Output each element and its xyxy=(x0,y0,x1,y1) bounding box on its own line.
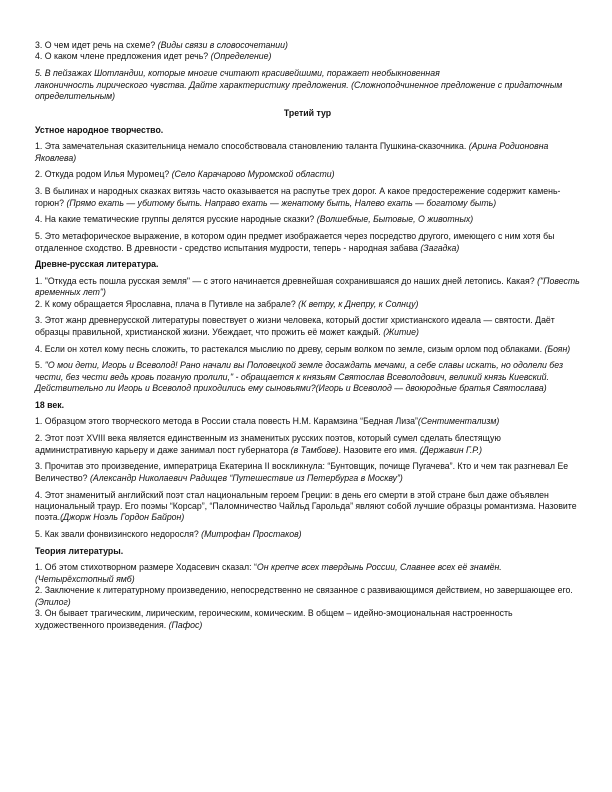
document-page xyxy=(35,40,580,636)
question-text: 4. Если он хотел кому песнь сложить, то растекался мыслию по древу, серым волком по земле, сизым орлом под облаками. xyxy=(35,343,545,354)
answer-text: (Сложноподчиненное предложение с придаточным определительным) xyxy=(35,79,563,102)
question-item xyxy=(35,344,580,355)
question-top-4 xyxy=(35,51,580,62)
question-text: 5. Как звали фонвизинского недоросля? xyxy=(35,529,202,540)
question-item xyxy=(35,214,580,225)
answer-text: Он крепче всех твердынь России, Славнее всех её знамён. (Четырёхстопный ямб) xyxy=(35,562,502,584)
answer-text: (Волшебные, Бытовые, О животных) xyxy=(316,214,474,225)
answer-text: (Арина Родионовна Яковлева) xyxy=(35,141,549,163)
question-item xyxy=(35,141,580,164)
answer-text: (Сентиментализм) xyxy=(417,416,500,427)
question-item xyxy=(35,299,580,310)
question-item xyxy=(35,433,580,456)
answer-text: (Державин Г.Р.) xyxy=(419,444,483,455)
question-item xyxy=(35,461,580,484)
question-text: 5. xyxy=(35,360,45,371)
answer-text: (К ветру, к Днепру, к Солнцу) xyxy=(298,298,419,309)
answer-text: (Джорж Ноэль Гордон Байрон) xyxy=(60,512,185,523)
question-item xyxy=(35,562,580,585)
question-text: 1. Эта замечательная сказительница немало способствовала становлению таланта Пушкина-сказочника. xyxy=(35,141,469,152)
section-title: Теория литературы. xyxy=(35,546,124,557)
question-item xyxy=(35,585,580,608)
answer-text: (в Тамбове) xyxy=(290,444,339,455)
question-text: 2. Этот поэт XVIII века является единственным из знаменитых русских поэтов, который сумел сделать блестящую административную карьеру и даже занимал пост губернатора xyxy=(35,433,501,455)
question-text: 3. Прочитав это произведение, императрица Екатерина II воскликнула: “Бунтовщик, почище Пугачева”. Кто и чем так разгневал Ее Величество? xyxy=(35,461,569,483)
question-text: 3. О чем идет речь на схеме? xyxy=(35,40,158,50)
question-item xyxy=(35,315,580,338)
answer-text: (Митрофан Простаков) xyxy=(201,529,302,540)
question-text: 3. Он бывает трагическим, лирическим, героическим, комическим. В общем – идейно-эмоциональная настроенность художественного произведения. xyxy=(35,608,513,630)
question-text: 4. Этот знаменитый английский поэт стал национальным героем Греции: в день его смерти в этой стране был даже объявлен национальный траур. Его поэмы “Корсар”, “Паломничество Чайльд Гарольда” являют собой лучшие образцы романтизма. Назовите поэта. xyxy=(35,489,577,523)
question-item xyxy=(35,169,580,180)
question-text: . Назовите его имя. xyxy=(338,444,420,455)
answer-text: ("Повесть временных лет") xyxy=(35,275,580,298)
question-text: 1. Об этом стихотворном размере Ходасевич сказал: “ xyxy=(35,562,257,573)
round-title: Третий тур xyxy=(283,108,332,119)
question-item xyxy=(35,608,580,631)
question-text: 5. Это метафорическое выражение, в котором один предмет изображается через посредство другого, имеющего с ним хотя бы отдаленное сходство. В древности - средство испытания мудрости, теперь - народная забава xyxy=(35,231,555,253)
question-text: 5. В пейзажах Шотландии, которые многие считают красивейшими, поражает необыкновенная xyxy=(35,68,440,79)
answer-text: (Село Карачарово Муромской области) xyxy=(171,169,335,180)
answer-text: (Виды связи в словосочетании) xyxy=(157,40,288,50)
question-text: 1. "Откуда есть пошла русская земля" — с этого начинается древнейшая сохранившаяся до наших дней летопись. Какая? xyxy=(35,275,538,286)
section-title: Устное народное творчество. xyxy=(35,124,164,135)
question-item xyxy=(35,416,580,427)
answer-text: (Эпилог) xyxy=(35,596,71,607)
question-text: 1. Образцом этого творческого метода в России стала повесть Н.М. Карамзина “Бедная Лиза” xyxy=(35,416,418,427)
question-item xyxy=(35,529,580,540)
section-title: 18 век. xyxy=(35,400,65,411)
question-text: 4. На какие тематические группы делятся русские народные сказки? xyxy=(35,214,317,225)
answer-text: (Прямо ехать — убитому быть. Направо ехать — женатому быть, Налево ехать — богатому быть) xyxy=(66,197,497,208)
question-text: 4. О каком члене предложения идет речь? xyxy=(35,51,211,62)
answer-text: "О мои дети, Игорь и Всеволод! Рано начали вы Половецкой земле досаждать мечами, а себе славы искать, но одолели без чести, без чести ведь кровь поганую пролили," - обращается к князьям Святослав Всеволодович, великий князь Киевский. Действительно ли Игорь и Всеволод приходились ему сыновьями?(Игорь и Всеволод — двоюродные братья Святослава) xyxy=(35,360,564,394)
question-text: 2. Откуда родом Илья Муромец? xyxy=(35,169,172,180)
answer-text: (Боян) xyxy=(544,343,571,354)
section-title: Древне-русская литература. xyxy=(35,259,159,270)
question-item xyxy=(35,276,580,299)
question-text: 3. Этот жанр древнерусской литературы повествует о жизни человека, который достиг христианского идеала — святости. Даёт образцы правильной, христианской жизни. Убеждает, что прожить её может каждый. xyxy=(35,315,555,337)
answer-text: (Житие) xyxy=(383,326,419,337)
question-text: 2. К кому обращается Ярославна, плача в Путивле на забрале? xyxy=(35,298,299,309)
question-text: лаконичность лирического чувства. Дайте характеристику предложения. xyxy=(35,79,352,90)
question-text: 2. Заключение к литературному произведению, непосредственно не связанное с развивающимся действием, но завершающее его. xyxy=(35,585,573,596)
answer-text: (Загадка) xyxy=(420,242,460,253)
question-top-5 xyxy=(35,68,580,102)
question-item xyxy=(35,360,580,394)
question-item xyxy=(35,490,580,524)
answer-text: (Определение) xyxy=(210,51,272,62)
question-top-3 xyxy=(35,40,580,51)
question-item xyxy=(35,186,580,209)
question-item xyxy=(35,231,580,254)
question-text: 3. В былинах и народных сказках витязь часто оказывается на распутье трех дорог. А какое предостережение содержит камень-горюн? xyxy=(35,186,561,208)
answer-text: (Александр Николаевич Радищев “Путешествие из Петербурга в Москву”) xyxy=(89,472,403,483)
answer-text: (Пафос) xyxy=(168,619,203,630)
